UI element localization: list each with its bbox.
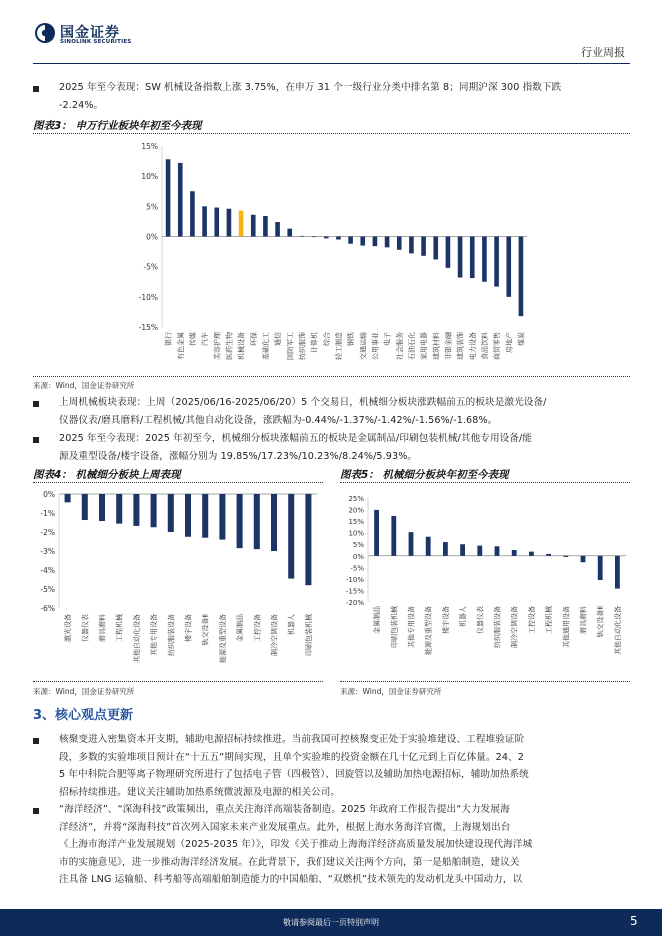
- chart4-bottom-rule: [33, 681, 323, 682]
- bar: [239, 211, 244, 237]
- category-label: 磨具磨料: [579, 606, 588, 634]
- category-label: 工程机械: [115, 614, 124, 642]
- category-label: 激光设备: [64, 614, 73, 642]
- bar: [275, 222, 280, 236]
- intro-line-1: 2025 年至今表现：SW 机械设备指数上涨 3.75%，在申万 31 个一级行业分类中排名第 8；同期沪深 300 指数下跌: [59, 82, 562, 93]
- chart3-source: 来源：Wind，国金证券研究所: [33, 381, 135, 390]
- category-label: 综合: [322, 332, 331, 346]
- p2-line-5: 注具备 LNG 运输船、科考船等高端船舶制造能力的中国船舶、“双燃机”技术领先的发动机龙头中国动力，以: [59, 874, 523, 885]
- bar: [166, 159, 171, 236]
- bar: [391, 516, 396, 556]
- category-label: 其他通用设备: [562, 606, 571, 648]
- bar: [227, 209, 232, 237]
- bar: [312, 237, 317, 238]
- category-label: 楼宇设备: [184, 614, 193, 642]
- chart5-caption: 图表5： 机械细分板块年初至今表现: [340, 469, 509, 481]
- p1-line-2: 段，多数的实验堆项目预计在“十五五”期间实现，且单个实验堆的投资金额在几十亿元到上百亿体量。24、2: [59, 751, 524, 763]
- y-tick-label: -5%: [143, 262, 158, 272]
- bar: [409, 532, 414, 556]
- chart4-weekly: [33, 486, 323, 676]
- category-label: 仪器仪表: [81, 614, 90, 642]
- category-label: 其他自动化设备: [132, 614, 141, 663]
- category-label: 楼宇设备: [441, 606, 450, 634]
- category-label: 能源及重型设备: [218, 614, 227, 663]
- category-label: 仪器仪表: [476, 606, 485, 634]
- category-label: 电子: [383, 332, 392, 346]
- bar: [615, 556, 620, 589]
- category-label: 机械设备: [237, 332, 246, 360]
- y-tick-label: 10%: [348, 529, 364, 538]
- category-label: 通信: [274, 332, 283, 346]
- category-label: 环保: [249, 332, 258, 346]
- chart4-top-rule: [33, 482, 323, 483]
- bar: [477, 546, 482, 556]
- bar: [151, 494, 157, 527]
- category-label: 机器人: [287, 614, 296, 635]
- bar: [254, 494, 260, 549]
- bullet-marker: [33, 437, 39, 443]
- bar: [82, 494, 88, 520]
- category-label: 印刷包装机械: [304, 614, 313, 656]
- category-label: 钢铁: [347, 332, 356, 346]
- ytd-line-1: 2025 年至今表现：2025 年初至今，机械细分板块涨幅前五的板块是金属制品/印刷包装机械/其他专用设备/能: [59, 433, 533, 444]
- y-tick-label: 10%: [141, 172, 158, 182]
- bar: [397, 237, 402, 250]
- bullet-marker: [33, 401, 39, 407]
- category-label: 金属制品: [236, 614, 245, 642]
- bar: [251, 215, 256, 237]
- bar: [506, 237, 511, 297]
- bar: [421, 237, 426, 256]
- y-tick-label: -5%: [350, 564, 364, 573]
- category-label: 制冷空调设备: [510, 606, 519, 648]
- category-label: 纺织服饰: [298, 332, 307, 360]
- category-label: 制冷空调设备: [270, 614, 279, 656]
- bar: [190, 191, 195, 236]
- bar: [426, 537, 431, 556]
- bar: [305, 494, 311, 585]
- intro-paragraph: [59, 79, 639, 114]
- category-label: 建筑材料: [432, 332, 441, 360]
- y-tick-label: 0%: [43, 490, 55, 499]
- category-label: 交通运输: [359, 332, 368, 360]
- y-tick-label: 25%: [348, 495, 364, 503]
- bar: [178, 163, 183, 237]
- bar: [360, 237, 365, 246]
- bar: [529, 552, 534, 556]
- chart5-source: 来源：Wind，国金证券研究所: [340, 687, 442, 696]
- chart4-caption: 图表4： 机械细分板块上周表现: [33, 469, 181, 481]
- p1-line-3: 5 年中科院合肥等离子物理研究所进行了包括电子管（四极管）、回旋管以及辅助加热电源招标，辅助加热系统: [59, 769, 529, 780]
- bar: [133, 494, 139, 526]
- category-label: 传媒: [188, 332, 197, 346]
- category-label: 煤炭: [517, 332, 526, 346]
- category-label: 非银金融: [444, 332, 453, 360]
- bar: [288, 494, 294, 579]
- category-label: 轨交设备Ⅱ: [596, 606, 605, 638]
- bar: [385, 237, 390, 248]
- y-tick-label: 15%: [348, 518, 364, 527]
- category-label: 能源及重型设备: [424, 606, 433, 655]
- category-label: 家用电器: [420, 332, 429, 360]
- bar: [324, 237, 329, 239]
- y-tick-label: -10%: [138, 292, 158, 302]
- footer-disclaimer: 敬请参阅最后一页特别声明: [283, 918, 379, 927]
- category-label: 其他专用设备: [150, 614, 159, 656]
- core-paragraph-2: [59, 801, 639, 889]
- category-label: 社会服务: [395, 332, 404, 360]
- category-label: 医药生物: [225, 332, 234, 360]
- doc-type: 行业周报: [581, 46, 625, 59]
- bar: [219, 494, 225, 540]
- header-rule: [33, 63, 630, 64]
- bar: [598, 556, 603, 580]
- bar: [460, 544, 465, 556]
- logo-icon: [34, 22, 56, 44]
- footer-bar: [0, 909, 662, 936]
- page-number: 5: [630, 914, 638, 928]
- bar: [458, 237, 463, 278]
- y-tick-label: -20%: [345, 599, 364, 607]
- bar: [546, 554, 551, 556]
- category-label: 轨交设备Ⅱ: [201, 614, 210, 646]
- chart3-bottom-rule: [33, 376, 630, 377]
- category-label: 工程机械: [545, 606, 554, 634]
- chart3-top-rule: [33, 133, 630, 134]
- y-tick-label: -6%: [40, 604, 55, 613]
- core-paragraph-1: [59, 731, 639, 801]
- bullet-marker: [33, 808, 39, 814]
- bar: [374, 510, 379, 556]
- chart5-top-rule: [340, 482, 630, 483]
- y-tick-label: -2%: [40, 528, 55, 537]
- y-tick-label: 5%: [146, 202, 158, 212]
- category-label: 计算机: [310, 332, 319, 353]
- category-label: 轻工制造: [334, 332, 343, 360]
- category-label: 磨具磨料: [98, 614, 107, 642]
- category-label: 石油石化: [407, 332, 416, 360]
- category-label: 机器人: [459, 606, 468, 627]
- p1-line-4: 招标持续推进。建议关注辅助加热系统微波源及电源的相关公司。: [59, 786, 341, 798]
- intro-line-2: -2.24%。: [59, 99, 104, 111]
- bar: [581, 556, 586, 562]
- y-tick-label: -1%: [40, 509, 55, 518]
- logo-text-cn: 国金证券: [60, 25, 120, 41]
- bar: [443, 542, 448, 556]
- y-tick-label: -15%: [345, 587, 364, 596]
- bullet-marker: [33, 86, 39, 92]
- p2-line-2: 洋经济”，并将“深海科技”首次列入国家未来产业发展重点。此外，根据上海水务海洋官微，上海规划出台: [59, 821, 511, 833]
- bar: [470, 237, 475, 279]
- p2-line-1: “海洋经济”、“深海科技”政策频出，重点关注海洋高端装备制造。2025 年政府工作报告提出“大力发展海: [59, 804, 510, 815]
- category-label: 房地产: [505, 332, 514, 353]
- category-label: 其他专用设备: [407, 606, 416, 648]
- category-label: 汽车: [201, 332, 210, 346]
- logo-text-en: SINOLINK SECURITIES: [60, 39, 132, 45]
- y-tick-label: -10%: [345, 575, 364, 584]
- bar: [65, 494, 71, 502]
- bar: [237, 494, 243, 548]
- ytd-line-2: 源及重型设备/楼宇设备，涨幅分别为 19.85%/17.23%/10.23%/8.24%/5.93%。: [59, 450, 418, 462]
- category-label: 公用事业: [371, 332, 380, 360]
- weekly-line-2: 仪器仪表/磨具磨料/工程机械/其他自动化设备，涨跌幅为-0.44%/-1.37%/-1.42%/-1.56%/-1.68%。: [59, 414, 498, 426]
- category-label: 电力设备: [468, 332, 477, 360]
- category-label: 商贸零售: [493, 332, 502, 360]
- category-label: 工控设备: [253, 614, 262, 642]
- bar: [271, 494, 277, 551]
- chart3-industry-ytd: [120, 138, 540, 373]
- y-tick-label: 15%: [141, 142, 158, 151]
- bar: [512, 550, 517, 556]
- bar: [168, 494, 174, 532]
- bar: [202, 206, 207, 236]
- y-tick-label: -15%: [138, 323, 158, 332]
- bar: [446, 237, 451, 268]
- chart3-caption: 图表3： 申万行业板块年初至今表现: [33, 120, 202, 132]
- category-label: 其他自动化设备: [613, 606, 622, 655]
- category-label: 美容护理: [213, 332, 222, 360]
- bar: [409, 237, 414, 254]
- y-tick-label: 0%: [146, 232, 158, 242]
- category-label: 纺织服装设备: [167, 614, 176, 656]
- bar: [185, 494, 191, 537]
- category-label: 有色金属: [176, 332, 185, 360]
- bar: [482, 237, 487, 282]
- category-label: 国防军工: [286, 332, 295, 360]
- y-tick-label: 5%: [352, 541, 364, 550]
- bar: [99, 494, 105, 521]
- category-label: 建筑装饰: [456, 332, 465, 360]
- bar: [214, 208, 219, 237]
- category-label: 基础化工: [261, 332, 270, 360]
- category-label: 印刷包装机械: [390, 606, 399, 648]
- category-label: 纺织服装设备: [493, 606, 502, 648]
- category-label: 银行: [164, 332, 173, 346]
- bullet-marker: [33, 738, 39, 744]
- y-tick-label: 20%: [348, 506, 364, 515]
- bar: [348, 237, 353, 244]
- bar: [494, 237, 499, 287]
- bar: [116, 494, 122, 524]
- section-heading: 3、核心观点更新: [33, 708, 134, 723]
- bar: [495, 546, 500, 555]
- weekly-line-1: 上周机械板块表现：上周（2025/06/16-2025/06/20）5 个交易日，机械细分板块涨跌幅前五的板块是激光设备/: [59, 397, 547, 408]
- weekly-paragraph: [59, 394, 639, 429]
- y-tick-label: -5%: [40, 585, 55, 594]
- bar: [519, 237, 524, 317]
- chart5-bottom-rule: [340, 681, 630, 682]
- category-label: 食品饮料: [480, 332, 489, 360]
- category-label: 金属制品: [373, 606, 382, 634]
- bar: [336, 237, 341, 240]
- bar: [563, 556, 568, 557]
- bar: [263, 216, 268, 237]
- chart5-ytd: [340, 492, 630, 676]
- bar: [373, 237, 378, 247]
- y-tick-label: -4%: [40, 566, 55, 575]
- p2-line-3: 《上海市海洋产业发展规划（2025-2035 年）》，印发《关于推动上海海洋经济高质量发展加快建设现代海洋城: [59, 839, 533, 850]
- bar: [287, 229, 292, 237]
- p1-line-1: 核聚变进入密集资本开支期，辅助电源招标持续推进。当前我国可控核聚变正处于实验堆建设、工程堆验证阶: [59, 734, 525, 745]
- ytd-paragraph: [59, 430, 639, 465]
- y-tick-label: -3%: [40, 547, 55, 556]
- bar: [202, 494, 208, 538]
- category-label: 工控设备: [527, 606, 536, 634]
- bar: [300, 236, 305, 237]
- p2-line-4: 市的实施意见》，进一步推动海洋经济发展。在此背景下，我们建议关注两个方向，第一是船舶制造，建议关: [59, 856, 520, 868]
- bar: [433, 237, 438, 260]
- chart4-source: 来源：Wind，国金证券研究所: [33, 687, 135, 696]
- y-tick-label: 0%: [352, 552, 364, 561]
